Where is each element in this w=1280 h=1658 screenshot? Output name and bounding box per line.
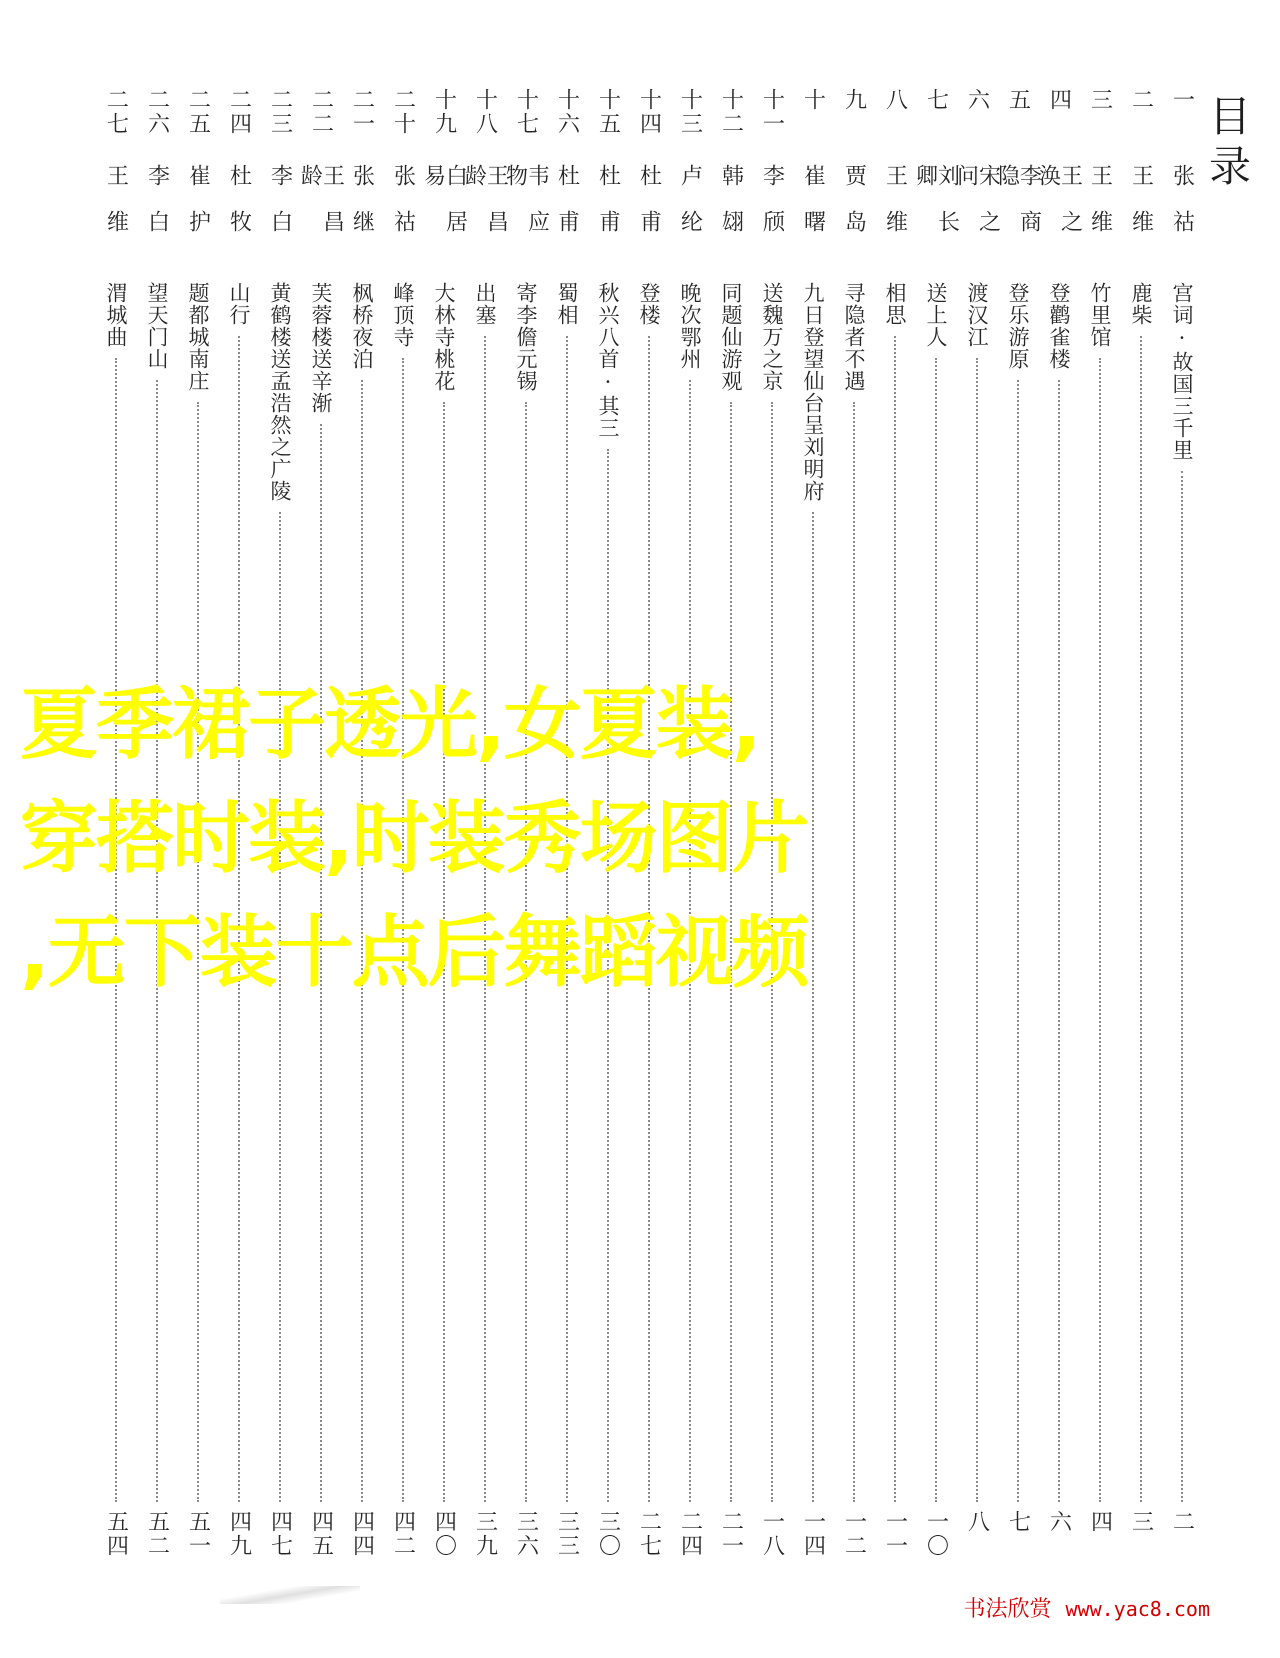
entry-page-number: 五四 <box>103 1510 129 1558</box>
entry-number: 十七 <box>513 88 539 136</box>
entry-author: 杜甫 <box>636 164 662 256</box>
entry-page-number: 一二 <box>841 1510 867 1558</box>
entry-page-number: 二四 <box>677 1510 703 1558</box>
entry-number: 十九 <box>431 88 457 136</box>
entry-number: 二 <box>1128 88 1154 112</box>
entry-number: 二七 <box>103 88 129 136</box>
entry-author: 韩翃 <box>718 164 744 256</box>
entry-title: 山行 <box>227 282 251 326</box>
entry-author: 白居易 <box>420 164 468 256</box>
entry-title: 大林寺桃花 <box>432 282 456 392</box>
entry-author: 张祜 <box>390 164 416 256</box>
entry-page-number: 三六 <box>513 1510 539 1558</box>
dot-leader <box>1181 471 1183 1502</box>
entry-page-number: 四九 <box>226 1510 252 1558</box>
toc-heading-char: 目 <box>1208 92 1251 141</box>
entry-title: 相思 <box>883 282 907 326</box>
entry-number: 二二 <box>308 88 334 136</box>
entry-page-number: 二 <box>1169 1510 1195 1534</box>
entry-number: 二三 <box>267 88 293 136</box>
entry-author: 杜甫 <box>595 164 621 256</box>
entry-title: 出塞 <box>473 282 497 326</box>
entry-page-number: 四 <box>1087 1510 1113 1534</box>
entry-title: 送上人 <box>924 282 948 348</box>
entry-author: 宋之问 <box>953 164 1001 256</box>
entry-title: 渡汉江 <box>965 282 989 348</box>
entry-number: 二四 <box>226 88 252 136</box>
entry-title: 秋兴八首·其三 <box>596 282 620 439</box>
entry-title: 晚次鄂州 <box>678 282 702 370</box>
entry-title: 寻隐者不遇 <box>842 282 866 392</box>
watermark-site: 书法欣赏 <box>963 1597 1052 1622</box>
entry-number: 十三 <box>677 88 703 136</box>
entry-page-number: 三〇 <box>595 1510 621 1558</box>
entry-page-number: 五二 <box>144 1510 170 1558</box>
entry-number: 四 <box>1046 88 1072 112</box>
entry-author: 王昌龄 <box>297 164 345 256</box>
entry-author: 张继 <box>349 164 375 256</box>
entry-page-number: 四七 <box>267 1510 293 1558</box>
entry-number: 十二 <box>718 88 744 136</box>
entry-title: 题都城南庄 <box>186 282 210 392</box>
watermark-url: www.yac8.com <box>1065 1597 1210 1621</box>
entry-page-number: 八 <box>964 1510 990 1534</box>
overlay-caption <box>20 668 1180 1010</box>
entry-page-number: 一〇 <box>923 1510 949 1558</box>
entry-author: 刘长卿 <box>912 164 960 256</box>
overlay-line: ,无下装十点后舞蹈视频 <box>20 908 808 998</box>
entry-title: 鹿柴 <box>1129 282 1153 326</box>
entry-number: 一 <box>1169 88 1195 112</box>
entry-page-number: 四五 <box>308 1510 334 1558</box>
entry-title: 黄鹤楼送孟浩然之广陵 <box>268 282 292 502</box>
entry-page-number: 七 <box>1005 1510 1031 1534</box>
entry-number: 十八 <box>472 88 498 136</box>
entry-number: 三 <box>1087 88 1113 112</box>
entry-title: 芙蓉楼送辛渐 <box>309 282 333 414</box>
entry-title: 登乐游原 <box>1006 282 1030 370</box>
entry-number: 六 <box>964 88 990 112</box>
entry-title: 枫桥夜泊 <box>350 282 374 370</box>
entry-author: 李白 <box>144 164 170 256</box>
entry-number: 七 <box>923 88 949 112</box>
toc-heading-char: 录 <box>1208 142 1251 191</box>
entry-page-number: 三九 <box>472 1510 498 1558</box>
entry-page-number: 一一 <box>882 1510 908 1558</box>
entry-author: 李商隐 <box>994 164 1042 256</box>
entry-author: 王维 <box>1087 164 1113 256</box>
entry-number: 十六 <box>554 88 580 136</box>
entry-title: 登鹳雀楼 <box>1047 282 1071 370</box>
entry-title: 峰顶寺 <box>391 282 415 348</box>
watermark <box>963 1592 1210 1623</box>
entry-author: 李白 <box>267 164 293 256</box>
entry-number: 五 <box>1005 88 1031 112</box>
entry-title: 渭城曲 <box>104 282 128 348</box>
entry-author: 杜甫 <box>554 164 580 256</box>
entry-number: 九 <box>841 88 867 112</box>
entry-author: 李颀 <box>759 164 785 256</box>
entry-author: 崔护 <box>185 164 211 256</box>
entry-author: 韦应物 <box>502 164 550 256</box>
entry-author: 张祜 <box>1169 164 1195 256</box>
entry-number: 二一 <box>349 88 375 136</box>
entry-author: 王维 <box>1128 164 1154 256</box>
entry-number: 十一 <box>759 88 785 136</box>
entry-number: 八 <box>882 88 908 112</box>
entry-author: 崔曙 <box>800 164 826 256</box>
entry-title: 竹里馆 <box>1088 282 1112 348</box>
entry-page-number: 三 <box>1128 1510 1154 1534</box>
entry-author: 王维 <box>882 164 908 256</box>
entry-title: 宫词·故国三千里 <box>1170 282 1194 461</box>
entry-number: 二六 <box>144 88 170 136</box>
entry-author: 卢纶 <box>677 164 703 256</box>
entry-author: 王维 <box>103 164 129 256</box>
entry-title: 九日登望仙台呈刘明府 <box>801 282 825 502</box>
entry-author: 贾岛 <box>841 164 867 256</box>
entry-page-number: 六 <box>1046 1510 1072 1534</box>
overlay-line: 穿搭时装,时装秀场图片 <box>20 794 808 884</box>
entry-page-number: 四四 <box>349 1510 375 1558</box>
entry-page-number: 一八 <box>759 1510 785 1558</box>
entry-number: 十四 <box>636 88 662 136</box>
entry-page-number: 一四 <box>800 1510 826 1558</box>
entry-author: 王之涣 <box>1035 164 1083 256</box>
entry-title: 寄李儋元锡 <box>514 282 538 392</box>
entry-number: 十 <box>800 88 826 112</box>
entry-title: 蜀相 <box>555 282 579 326</box>
overlay-line: 夏季裙子透光,女夏装, <box>20 680 760 770</box>
scan-smudge <box>220 1586 360 1604</box>
entry-number: 十五 <box>595 88 621 136</box>
entry-page-number: 四二 <box>390 1510 416 1558</box>
entry-page-number: 五一 <box>185 1510 211 1558</box>
entry-title: 送魏万之京 <box>760 282 784 392</box>
entry-page-number: 二一 <box>718 1510 744 1558</box>
entry-author: 王昌龄 <box>461 164 509 256</box>
entry-number: 二十 <box>390 88 416 136</box>
entry-page-number: 三三 <box>554 1510 580 1558</box>
entry-author: 杜牧 <box>226 164 252 256</box>
entry-page-number: 二七 <box>636 1510 662 1558</box>
entry-page-number: 四〇 <box>431 1510 457 1558</box>
entry-title: 同题仙游观 <box>719 282 743 392</box>
entry-title: 望天门山 <box>145 282 169 370</box>
entry-number: 二五 <box>185 88 211 136</box>
toc-heading <box>1198 92 1262 192</box>
entry-title: 登楼 <box>637 282 661 326</box>
